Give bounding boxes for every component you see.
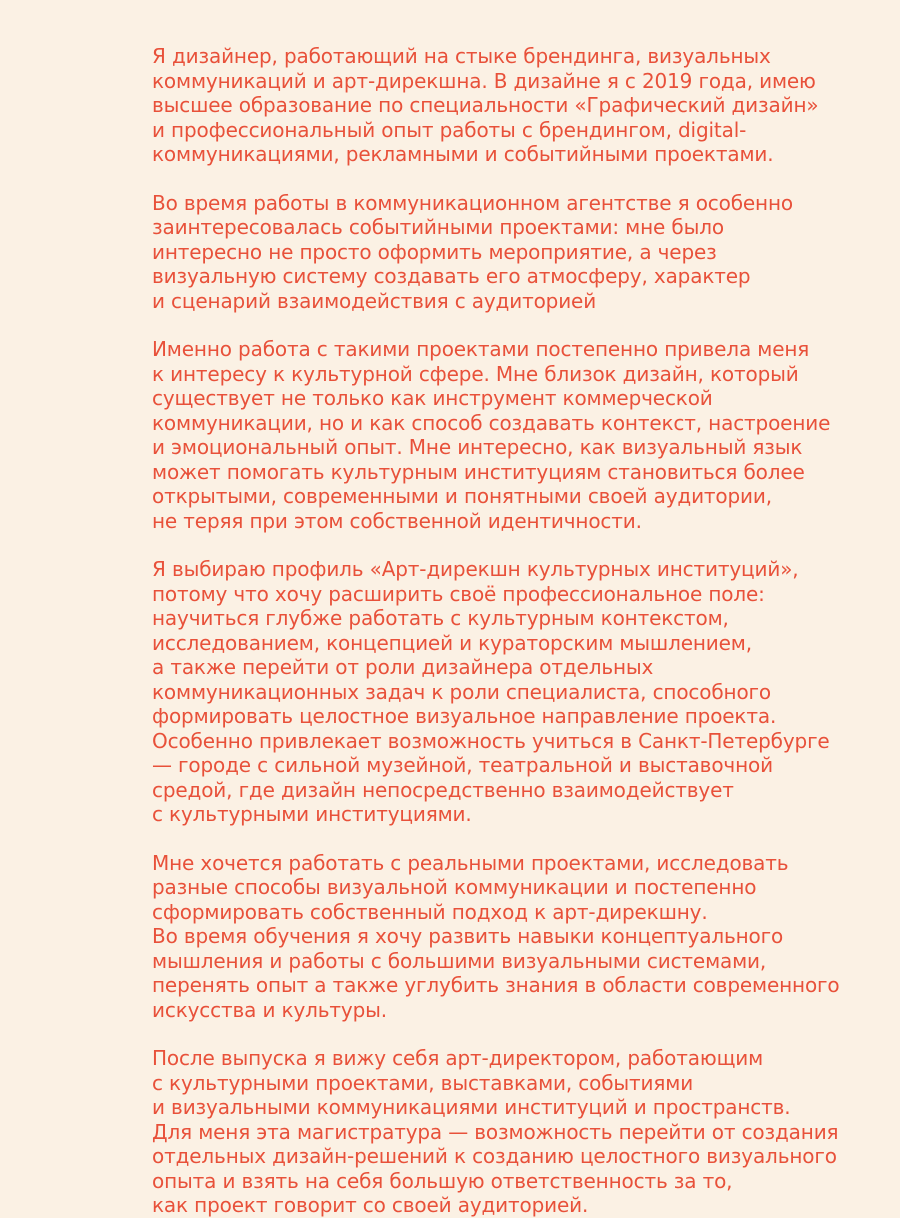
text-line: открытыми, современными и понятными своей аудитории,	[152, 484, 772, 508]
paragraph-3	[152, 337, 840, 533]
text-line: к интересу к культурной сфере. Мне близок дизайн, который	[152, 361, 799, 386]
text-line: Именно работа с такими проектами постепенно привела меня	[152, 337, 810, 361]
text-line: Во время работы в коммуникационном агентстве я особенно	[152, 190, 793, 215]
text-line: визуальную систему создавать его атмосферу, характер	[152, 264, 751, 288]
text-line: Я выбираю профиль «Арт-дирекшн культурных институций»,	[152, 557, 799, 581]
text-line: коммуникационных задач к роли специалиста, способного	[152, 679, 772, 704]
text-line: Я дизайнер, работающий на стыке брендинга, визуальных	[152, 44, 771, 68]
text-line: коммуникациями, рекламными и событийными проектами.	[152, 142, 774, 166]
text-line: может помогать культурным институциям становиться более	[152, 459, 805, 484]
text-line: Для меня эта магистратура — возможность перейти от создания	[152, 1119, 839, 1144]
text-body	[152, 44, 840, 1218]
text-line: потому что хочу расширить своё профессиональное поле:	[152, 581, 765, 606]
paragraph-6	[152, 1046, 840, 1218]
paragraph-1	[152, 44, 840, 167]
text-line: коммуникации, но и как способ создавать контекст, настроение	[152, 410, 831, 435]
text-line: исследованием, концепцией и кураторским мышлением,	[152, 630, 752, 655]
text-line: и эмоциональный опыт. Мне интересно, как визуальный язык	[152, 435, 803, 459]
text-line: искусства и культуры.	[152, 997, 387, 1022]
text-line: Мне хочется работать с реальными проектами, исследовать	[152, 850, 789, 875]
text-line: с культурными проектами, выставками, событиями	[152, 1070, 694, 1095]
text-line: формировать целостное визуальное направление проекта.	[152, 704, 777, 728]
text-line: средой, где дизайн непосредственно взаимодействует	[152, 777, 734, 802]
text-line: научиться глубже работать с культурным контекстом,	[152, 606, 729, 630]
text-line: существует не только как инструмент коммерческой	[152, 386, 713, 410]
text-line: мышления и работы с большими визуальными системами,	[152, 948, 767, 973]
text-line: сформировать собственный подход к арт-дирекшну.	[152, 899, 708, 924]
text-line: опыта и взять на себя большую ответственность за то,	[152, 1168, 733, 1193]
paragraph-2	[152, 191, 840, 314]
paragraph-4	[152, 557, 840, 827]
paragraph-5	[152, 851, 840, 1023]
text-line: Во время обучения я хочу развить навыки концептуального	[152, 924, 784, 948]
text-line: и визуальными коммуникациями институций и пространств.	[152, 1095, 791, 1119]
text-line: высшее образование по специальности «Графический дизайн»	[152, 93, 819, 117]
text-line: с культурными институциями.	[152, 802, 472, 826]
text-line: перенять опыт а также углубить знания в области современного	[152, 973, 840, 997]
text-line: разные способы визуальной коммуникации и постепенно	[152, 875, 757, 899]
text-line: После выпуска я вижу себя арт-директором, работающим	[152, 1046, 764, 1070]
text-line: Особенно привлекает возможность учиться в Санкт-Петербурге	[152, 728, 830, 753]
text-line: — городе с сильной музейной, театральной и выставочной	[152, 753, 773, 777]
text-line: как проект говорит со своей аудиторией.	[152, 1193, 589, 1217]
text-line: и профессиональный опыт работы с брендингом, digital-	[152, 117, 747, 142]
text-line: коммуникаций и арт-дирекшна. В дизайне я с 2019 года, имею	[152, 68, 816, 93]
text-line: и сценарий взаимодействия с аудиторией	[152, 288, 597, 313]
text-line: интересно не просто оформить мероприятие, а через	[152, 239, 717, 264]
text-line: а также перейти от роли дизайнера отдельных	[152, 655, 654, 679]
text-line: заинтересовалась событийными проектами: мне было	[152, 215, 724, 239]
text-line: отдельных дизайн-решений к созданию целостного визуального	[152, 1144, 837, 1168]
text-line: не теряя при этом собственной идентичности.	[152, 508, 642, 533]
